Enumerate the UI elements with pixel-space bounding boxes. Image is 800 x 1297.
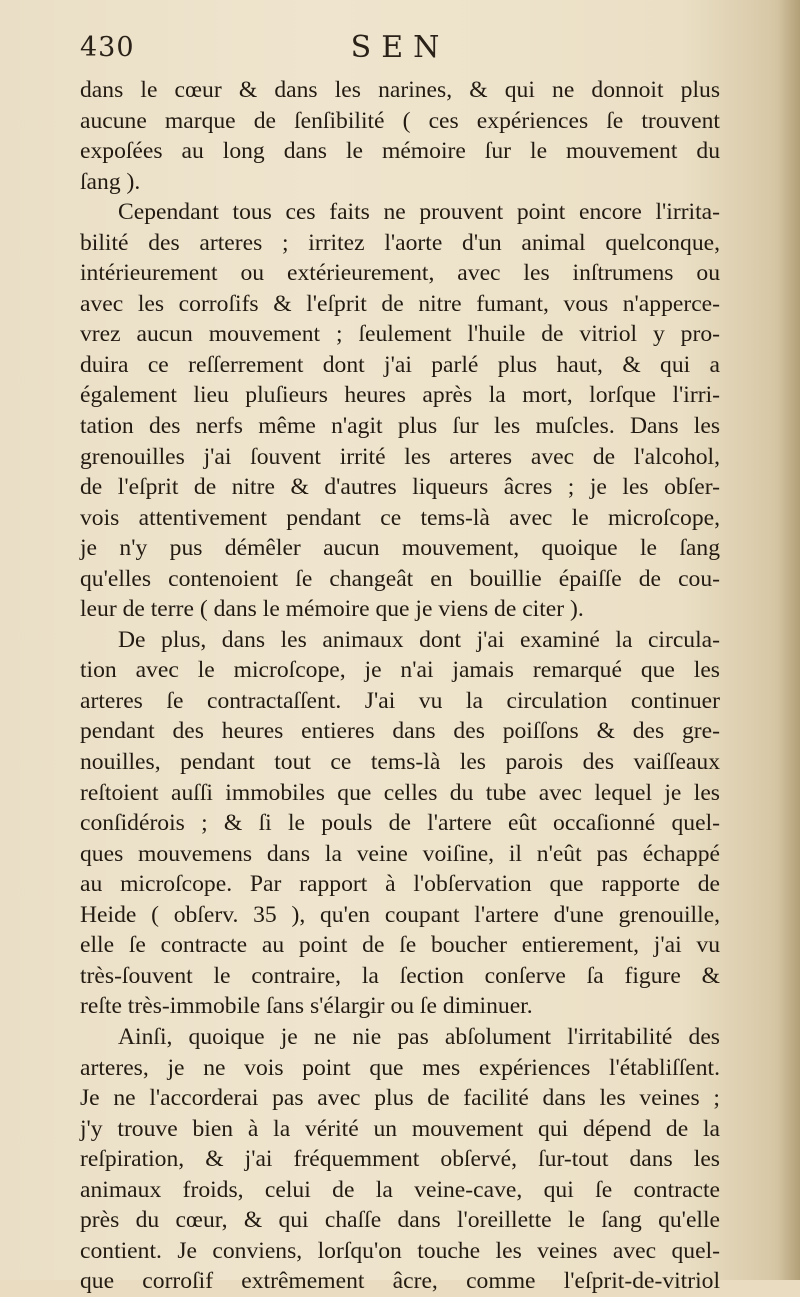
text-line: leur de terre ( dans le mémoire que je viens de citer ). bbox=[80, 596, 584, 623]
text-line: expoſées au long dans le mémoire ſur le mouvement du bbox=[80, 138, 720, 165]
text-line: dans le cœur & dans les narines, & qui ne donnoit plus bbox=[80, 77, 720, 103]
text-line: animaux froids, celui de la veine-cave, qui ſe contracte bbox=[80, 1176, 720, 1203]
text-line: grenouilles j'ai ſouvent irrité les arteres avec de l'alcohol, bbox=[80, 443, 720, 470]
text-line: duira ce reſſerrement dont j'ai parlé plus haut, & qui a bbox=[80, 351, 720, 378]
text-line: qu'elles contenoient ſe changeât en bouillie épaiſſe de cou- bbox=[80, 565, 720, 592]
page-header bbox=[80, 30, 720, 70]
paragraph bbox=[80, 1022, 720, 1297]
text-line: de l'eſprit de nitre & d'autres liqueurs âcres ; je les obſer- bbox=[80, 474, 720, 501]
text-line: très-ſouvent le contraire, la ſection conſerve ſa figure & bbox=[80, 962, 720, 989]
text-line: De plus, dans les animaux dont j'ai examiné la circula- bbox=[118, 626, 720, 653]
text-line: tion avec le microſcope, je n'ai jamais remarqué que les bbox=[80, 657, 720, 684]
text-line: Je ne l'accorderai pas avec plus de facilité dans les veines ; bbox=[80, 1085, 720, 1112]
text-line: également lieu pluſieurs heures après la mort, lorſque l'irri- bbox=[80, 382, 720, 409]
running-head: SEN bbox=[350, 30, 450, 65]
text-line: avec les corroſifs & l'eſprit de nitre fumant, vous n'apperce- bbox=[80, 290, 720, 317]
text-line: tation des nerfs même n'agit plus ſur les muſcles. Dans les bbox=[80, 413, 720, 440]
paragraph bbox=[80, 197, 720, 625]
text-line: Ainſi, quoique je ne nie pas abſolument l'irritabilité des bbox=[118, 1023, 720, 1050]
text-line: elle ſe contracte au point de ſe boucher entierement, j'ai vu bbox=[80, 932, 720, 959]
text-line: pendant des heures entieres dans des poiſſons & des gre- bbox=[80, 718, 720, 745]
text-line: ques mouvemens dans la veine voiſine, il n'eût pas échappé bbox=[80, 840, 720, 867]
body-text bbox=[80, 75, 720, 1297]
text-line: reſtoient auſſi immobiles que celles du tube avec lequel je les bbox=[80, 779, 720, 806]
text-line: que corroſif extrêmement âcre, comme l'eſprit-de-vitriol bbox=[80, 1268, 720, 1295]
text-line: je n'y pus démêler aucun mouvement, quoique le ſang bbox=[80, 535, 720, 562]
text-line: intérieurement ou extérieurement, avec les inſtrumens ou bbox=[80, 260, 720, 287]
text-line: ſang ). bbox=[80, 168, 141, 195]
text-line: arteres, je ne vois point que mes expériences l'établiſſent. bbox=[80, 1054, 720, 1081]
page-edge-shadow bbox=[778, 0, 800, 1280]
text-line: j'y trouve bien à la vérité un mouvement qui dépend de la bbox=[80, 1115, 720, 1142]
paragraph bbox=[80, 625, 720, 1022]
text-line: aucune marque de ſenſibilité ( ces expériences ſe trouvent bbox=[80, 107, 720, 134]
text-line: bilité des arteres ; irritez l'aorte d'un animal quelconque, bbox=[80, 229, 720, 256]
page-number: 430 bbox=[80, 32, 135, 63]
text-line: au microſcope. Par rapport à l'obſervation que rapporte de bbox=[80, 871, 720, 898]
paragraph bbox=[80, 75, 720, 197]
text-line: reſpiration, & j'ai fréquemment obſervé, ſur-tout dans les bbox=[80, 1146, 720, 1173]
text-line: arteres ſe contractaſſent. J'ai vu la circulation continuer bbox=[80, 687, 720, 714]
text-line: conſidérois ; & ſi le pouls de l'artere eût occaſionné quel- bbox=[80, 810, 720, 837]
text-line: nouilles, pendant tout ce tems-là les parois des vaiſſeaux bbox=[80, 749, 720, 776]
text-line: vois attentivement pendant ce tems-là avec le microſcope, bbox=[80, 504, 720, 531]
text-line: Cependant tous ces faits ne prouvent point encore l'irrita- bbox=[118, 199, 720, 226]
text-line: vrez aucun mouvement ; ſeulement l'huile de vitriol y pro- bbox=[80, 321, 720, 348]
text-line: près du cœur, & qui chaſſe dans l'oreillette le ſang qu'elle bbox=[80, 1207, 720, 1234]
text-line: reſte très-immobile ſans s'élargir ou ſe diminuer. bbox=[80, 993, 533, 1020]
text-line: Heide ( obſerv. 35 ), qu'en coupant l'artere d'une grenouille, bbox=[80, 901, 720, 928]
text-line: contient. Je conviens, lorſqu'on touche les veines avec quel- bbox=[80, 1237, 720, 1264]
